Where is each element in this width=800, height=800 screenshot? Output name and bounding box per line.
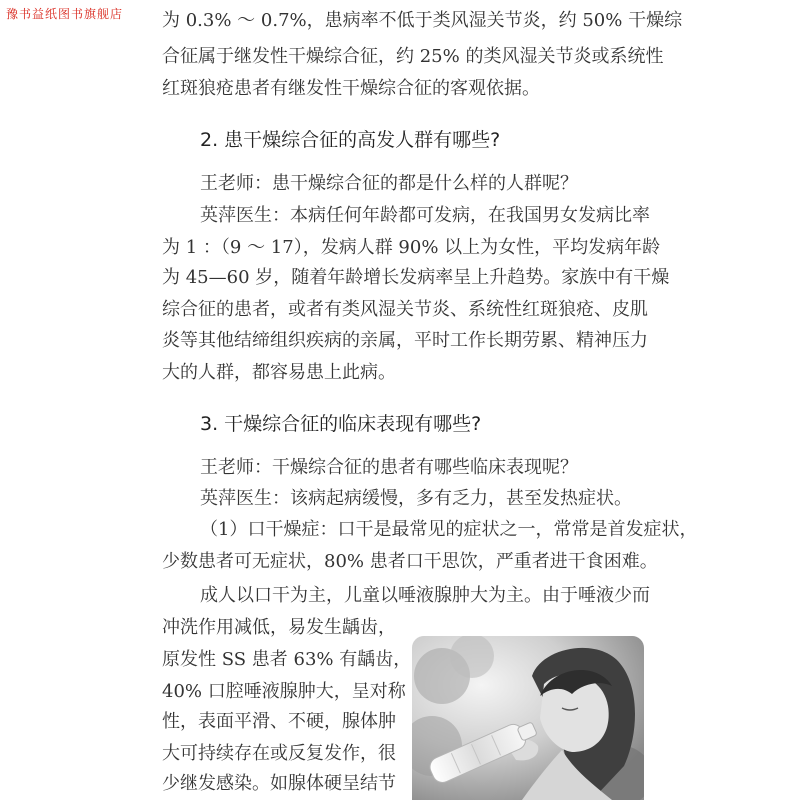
section-3-narrow-line-5: 大可持续存在或反复发作，很 [162, 743, 396, 764]
intro-line-1: 为 0.3% ～ 0.7%，患病率不低于类风湿关节炎，约 50% 干燥综 [162, 10, 683, 31]
section-2-heading: 2. 患干燥综合征的高发人群有哪些? [200, 129, 501, 151]
section-3-item1-line-1: （1）口干燥症：口干是最常见的症状之一，常常是首发症状， [200, 519, 698, 540]
section-2-answer-line-6: 大的人群，都容易患上此病。 [162, 362, 396, 383]
section-3-narrow-line-2: 原发性 SS 患者 63% 有龋齿， [162, 649, 412, 670]
section-3-narrow-line-3: 40% 口腔唾液腺肿大，呈对称 [162, 681, 406, 702]
intro-line-2: 合征属于继发性干燥综合征，约 25% 的类风湿关节炎或系统性 [162, 46, 664, 67]
store-watermark: 豫书益纸图书旗舰店 [6, 7, 124, 21]
intro-line-3: 红斑狼疮患者有继发性干燥综合征的客观依据。 [162, 78, 540, 99]
section-3-item1-line-2: 少数患者可无症状，80% 患者口干思饮，严重者进干食困难。 [162, 551, 658, 572]
section-3-doctor-answer: 英萍医生：该病起病缓慢，多有乏力，甚至发热症状。 [200, 488, 632, 509]
section-3-narrow-line-6: 少继发感染。如腺体硬呈结节 [162, 773, 396, 794]
section-2-answer-line-3: 为 45—60 岁，随着年龄增长发病率呈上升趋势。家族中有干燥 [162, 267, 670, 288]
section-2-answer-line-4: 综合征的患者，或者有类风湿关节炎、系统性红斑狼疮、皮肌 [162, 299, 648, 320]
section-3-heading: 3. 干燥综合征的临床表现有哪些? [200, 413, 482, 435]
section-3-narrow-line-4: 性，表面平滑、不硬，腺体肿 [162, 711, 396, 732]
section-2-answer-line-2: 为 1 ：（9 ～ 17），发病人群 90% 以上为女性，平均发病年龄 [162, 237, 661, 258]
section-3-item1-continued: 成人以口干为主，儿童以唾液腺肿大为主。由于唾液少而 [200, 585, 650, 606]
section-2-answer-line-5: 炎等其他结缔组织疾病的亲属，平时工作长期劳累、精神压力 [162, 330, 648, 351]
woman-drinking-water-photo [412, 636, 644, 800]
section-2-answer-line-1: 英萍医生：本病任何年龄都可发病，在我国男女发病比率 [200, 205, 650, 226]
section-2-teacher-question: 王老师：患干燥综合征的都是什么样的人群呢？ [200, 173, 578, 194]
section-3-teacher-question: 王老师：干燥综合征的患者有哪些临床表现呢？ [200, 457, 578, 478]
section-3-narrow-line-1: 冲洗作用减低，易发生龋齿， [162, 617, 396, 638]
